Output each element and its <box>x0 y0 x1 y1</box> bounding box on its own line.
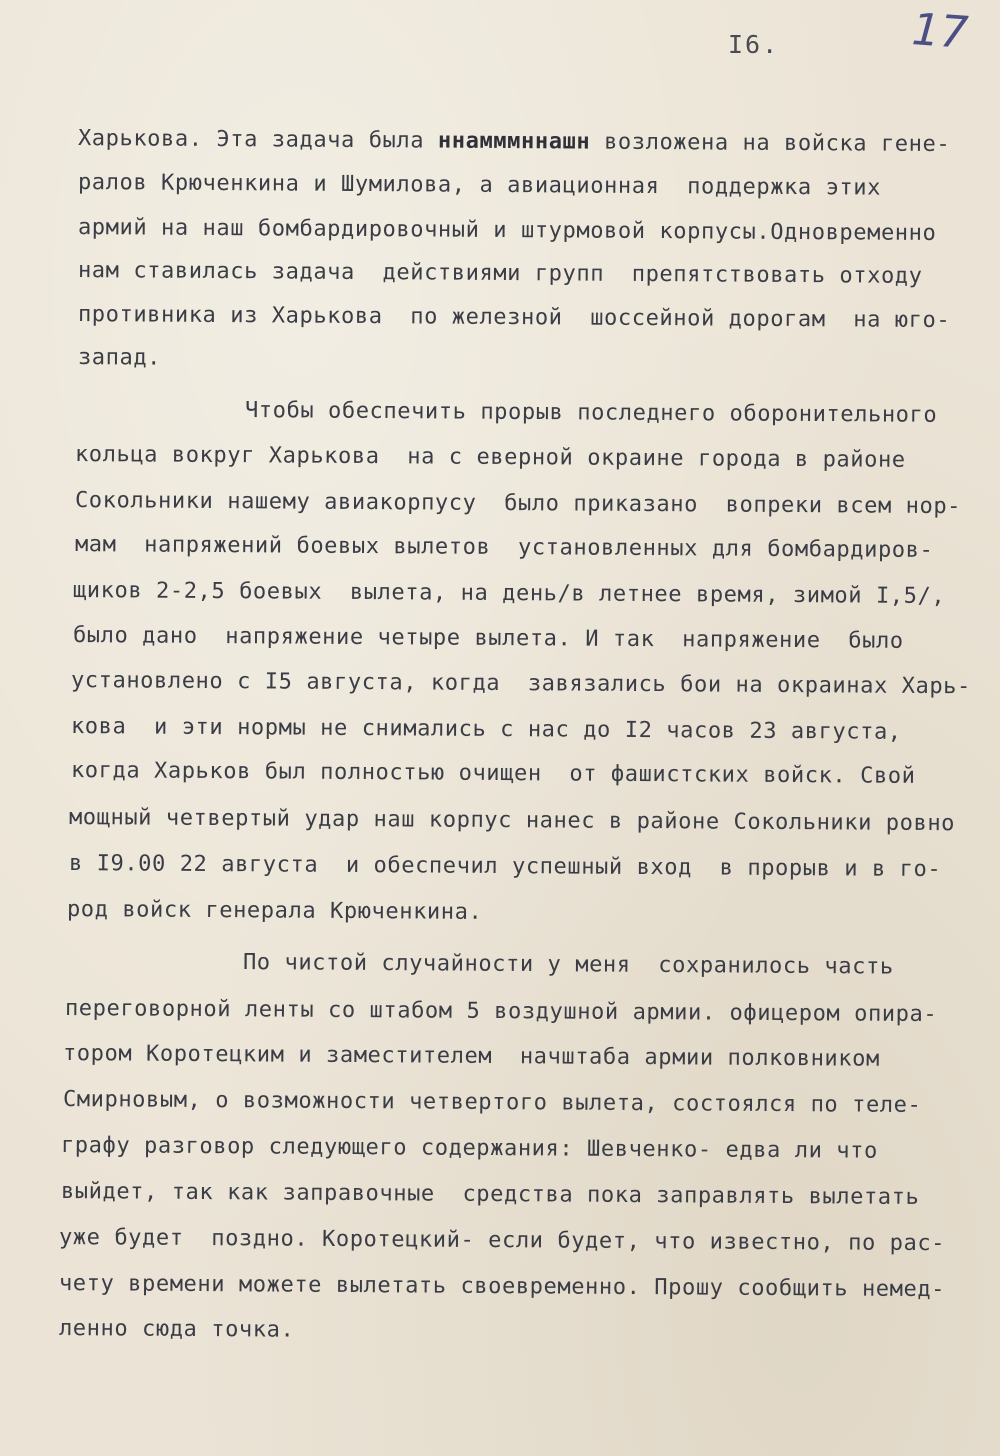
text-line: ленно сюда точка. <box>58 1316 295 1343</box>
text-line: мощный четвертый удар наш корпус нанес в районе Сокольники ровно <box>68 805 956 837</box>
text-line: кольца вокруг Харькова на с еверной окраине города в районе <box>74 442 906 473</box>
text-line: запад. <box>77 345 162 371</box>
text-line: в I9.00 22 августа и обеспечил успешный вход в прорыв и в го- <box>68 851 942 883</box>
text-line: Харькова. Эта задача была ннамммннашн возложена на войска гене- <box>77 126 951 158</box>
text-line: уже будет поздно. Коротецкий- если будет, что известно, по рас- <box>58 1225 946 1257</box>
text-line: род войск генерала Крюченкина. <box>66 897 483 925</box>
text-line: когда Харьков был полностью очищен от фашистских войск. Свой <box>70 758 916 789</box>
text-line: противника из Харькова по железной шоссейной дорогам на юго- <box>77 302 951 334</box>
text-line: армий на наш бомбардировочный и штурмовой корпусы.Одновременно <box>77 215 937 246</box>
text-line: чету времени можете вылетать своевременно. Прошу сообщить немед- <box>58 1271 946 1303</box>
text-line: установлено с I5 августа, когда завязались бои на окраинах Харь- <box>70 668 972 700</box>
text-line: кова и эти нормы не снимались с нас до I2 часов 23 августа, <box>70 714 902 745</box>
text-line: Сокольники нашему авиакорпусу было приказано вопреки всем нор- <box>74 488 962 520</box>
struck-out-word: ннамммннашн <box>437 128 591 155</box>
text-line: нам ставилась задача действиями групп препятствовать отходу <box>77 258 923 289</box>
text-line: было дано напряжение четыре вылета. И так напряжение было <box>72 623 904 654</box>
text-line: По чистой случайности у меня сохранилось часть <box>242 950 894 980</box>
text-line: мам напряжений боевых вылетов установленных для бомбардиров- <box>74 532 934 563</box>
handwritten-archive-number: 17 <box>910 4 970 59</box>
text-line: Смирновым, о возможности четвертого вылета, состоялся по теле- <box>62 1087 922 1118</box>
text-line: переговорной ленты со штабом 5 воздушной армии. офицером опира- <box>64 996 938 1028</box>
text-line: тором Коротецким и заместителем начштаба армии полковником <box>62 1041 880 1072</box>
text-line: выйдет, так как заправочные средства пока заправлять вылетать <box>60 1179 920 1210</box>
page-number: I6. <box>728 30 780 59</box>
text-line: графу разговор следующего содержания: Шевченко- едва ли что <box>60 1133 878 1164</box>
text-line: Чтобы обеспечить прорыв последнего оборонительного <box>244 398 938 428</box>
text-line: ралов Крюченкина и Шумилова, а авиационная поддержка этих <box>77 170 882 201</box>
text-line: щиков 2-2,5 боевых вылета, на день/в летнее время, зимой I,5/, <box>72 578 946 610</box>
